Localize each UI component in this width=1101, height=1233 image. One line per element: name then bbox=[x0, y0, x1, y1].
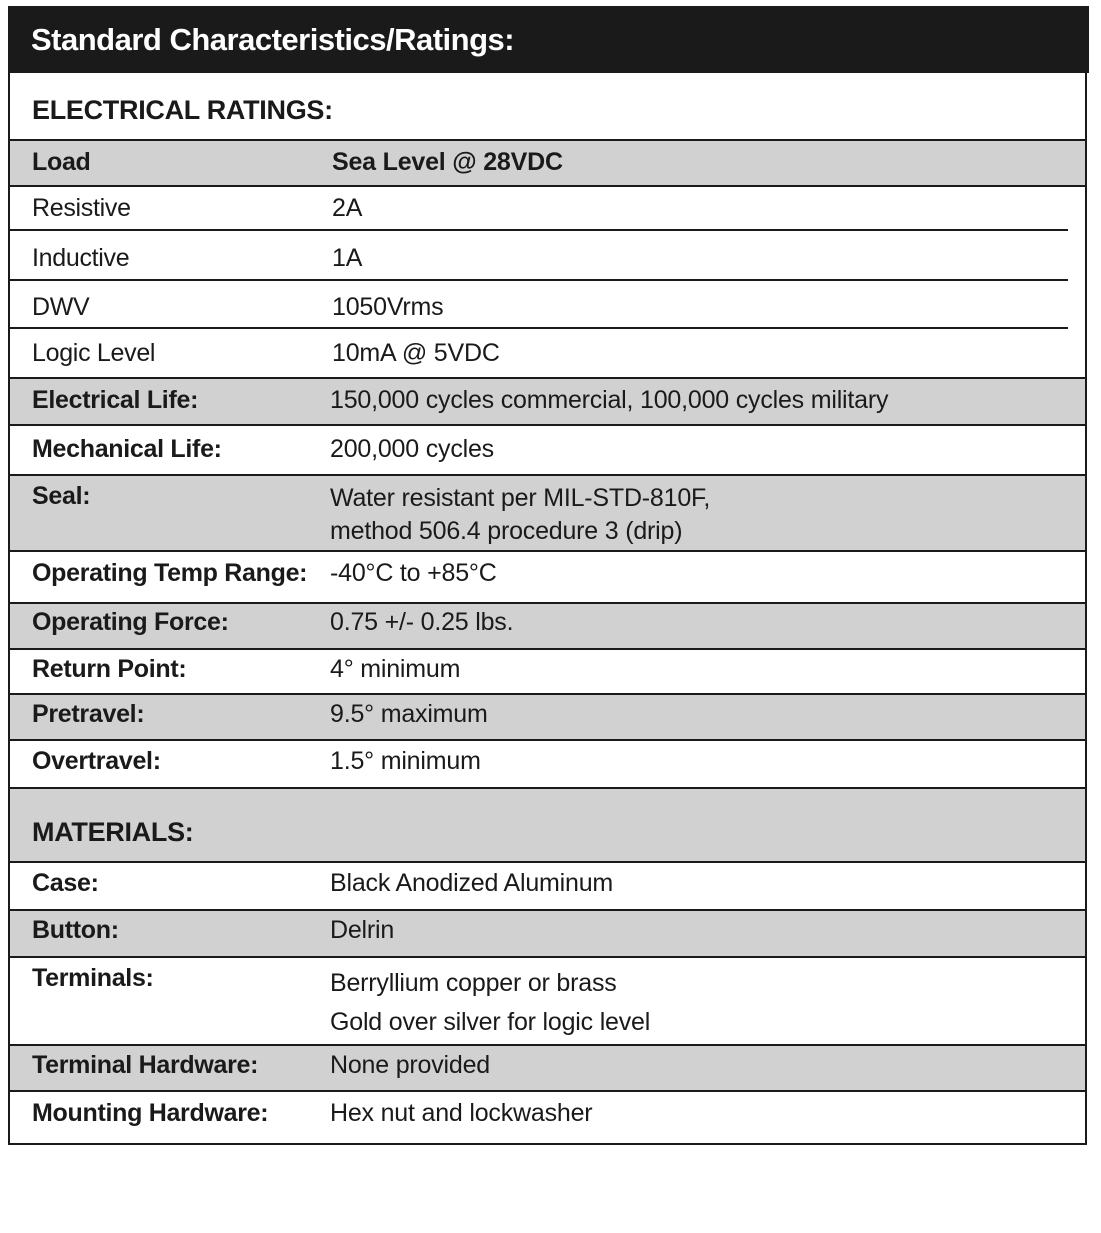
rating-value: Water resistant per MIL-STD-810F, method 506.4 procedure 3 (drip) bbox=[330, 484, 711, 545]
characteristics-table bbox=[8, 6, 1087, 1145]
rating-value: 200,000 cycles bbox=[330, 435, 494, 463]
load-rows bbox=[10, 189, 1085, 379]
material-value: Black Anodized Aluminum bbox=[330, 869, 614, 897]
rating-row-electrical-life bbox=[10, 377, 1085, 424]
rating-value: 150,000 cycles commercial, 100,000 cycles military bbox=[330, 386, 889, 414]
load-header-value: Sea Level @ 28VDC bbox=[332, 148, 563, 176]
material-row-case bbox=[10, 861, 1085, 909]
materials-heading-row bbox=[10, 787, 1085, 861]
rating-row-pretravel bbox=[10, 693, 1085, 739]
load-value-logic-level: 10mA @ 5VDC bbox=[332, 339, 500, 367]
rating-row-overtravel bbox=[10, 739, 1085, 787]
rating-value: 9.5° maximum bbox=[330, 700, 488, 728]
material-label: Case: bbox=[32, 869, 99, 897]
table-title: Standard Characteristics/Ratings: bbox=[8, 6, 1089, 73]
materials-heading: MATERIALS: bbox=[32, 817, 194, 847]
rating-label: Pretravel: bbox=[32, 700, 145, 728]
rating-label: Overtravel: bbox=[32, 747, 161, 775]
material-value: Delrin bbox=[330, 916, 395, 944]
rating-label: Electrical Life: bbox=[32, 386, 199, 414]
rating-row-mechanical-life bbox=[10, 424, 1085, 474]
rating-label: Return Point: bbox=[32, 655, 187, 683]
material-row-terminal-hardware bbox=[10, 1044, 1085, 1090]
material-value: None provided bbox=[330, 1051, 491, 1079]
load-label-inductive: Inductive bbox=[32, 244, 130, 272]
material-label: Mounting Hardware: bbox=[32, 1099, 269, 1127]
load-value-inductive: 1A bbox=[332, 244, 363, 272]
material-row-button bbox=[10, 909, 1085, 956]
load-label-dwv: DWV bbox=[32, 293, 90, 321]
load-header-label: Load bbox=[32, 148, 91, 176]
rating-row-seal bbox=[10, 474, 1085, 550]
rating-value: 4° minimum bbox=[330, 655, 461, 683]
material-row-terminals bbox=[10, 956, 1085, 1044]
electrical-ratings-heading: ELECTRICAL RATINGS: bbox=[32, 95, 333, 125]
rating-value: 1.5° minimum bbox=[330, 747, 481, 775]
material-value: Hex nut and lockwasher bbox=[330, 1099, 593, 1127]
divider bbox=[10, 229, 1068, 231]
rating-row-operating-force bbox=[10, 602, 1085, 648]
material-label: Button: bbox=[32, 916, 119, 944]
rating-row-operating-temp-range bbox=[10, 550, 1085, 602]
rating-label: Operating Temp Range: bbox=[32, 559, 308, 587]
divider bbox=[10, 327, 1068, 329]
rating-value: -40°C to +85°C bbox=[330, 559, 497, 587]
divider bbox=[10, 279, 1068, 281]
load-label-logic-level: Logic Level bbox=[32, 339, 156, 367]
material-value: Berryllium copper or brass Gold over silver for logic level bbox=[330, 969, 651, 1036]
load-label-resistive: Resistive bbox=[32, 194, 131, 222]
rating-label: Seal: bbox=[32, 482, 91, 510]
rating-label: Operating Force: bbox=[32, 608, 229, 636]
rating-value: 0.75 +/- 0.25 lbs. bbox=[330, 608, 514, 636]
material-label: Terminals: bbox=[32, 964, 154, 992]
material-row-mounting-hardware bbox=[10, 1090, 1085, 1143]
rating-row-return-point bbox=[10, 648, 1085, 693]
material-label: Terminal Hardware: bbox=[32, 1051, 259, 1079]
load-header-row bbox=[10, 139, 1085, 187]
rating-label: Mechanical Life: bbox=[32, 435, 222, 463]
load-value-resistive: 2A bbox=[332, 194, 363, 222]
load-value-dwv: 1050Vrms bbox=[332, 293, 444, 321]
